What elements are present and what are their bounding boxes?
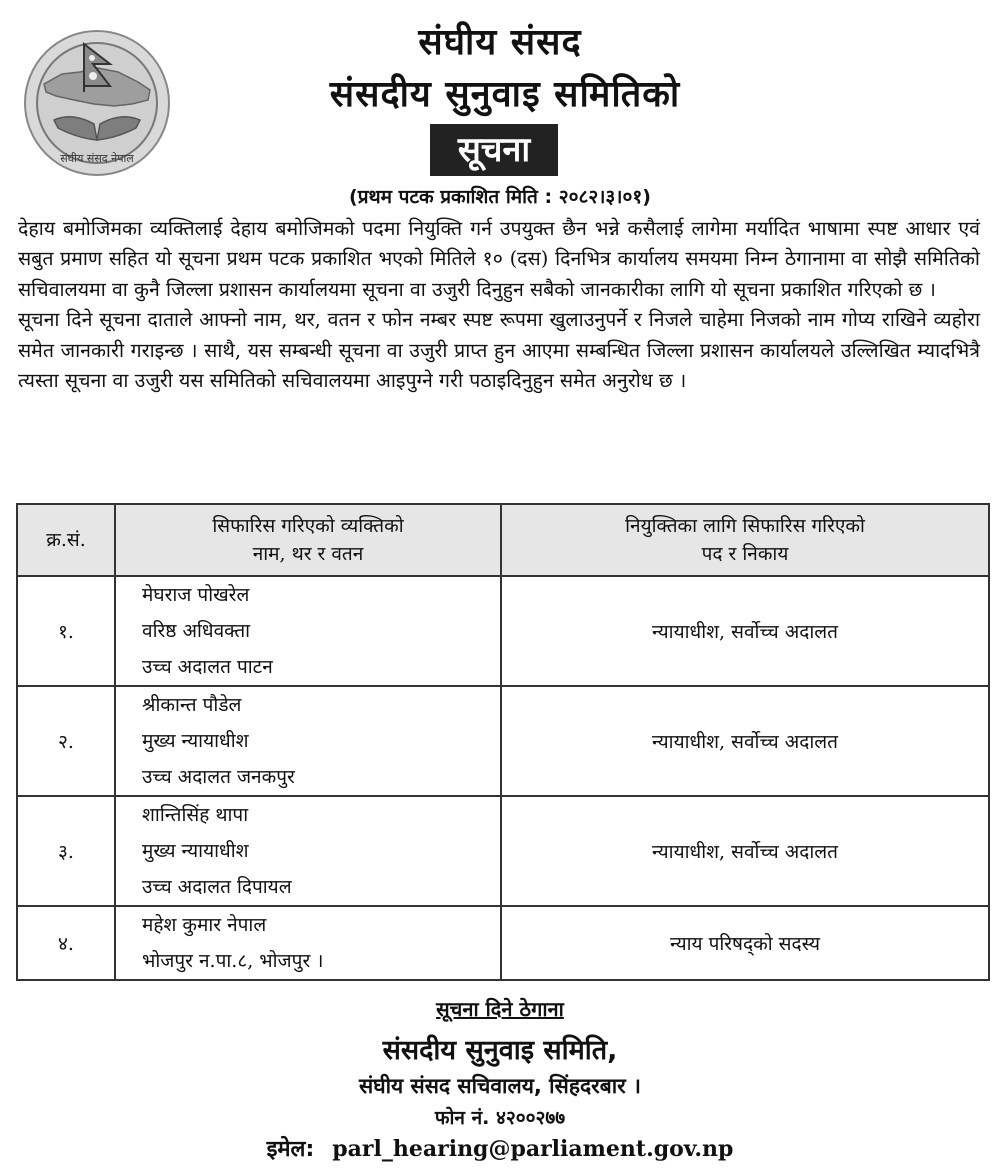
row-post: न्यायाधीश, सर्वोच्च अदालत bbox=[501, 686, 989, 796]
committee-name: संसदीय सुनुवाइ समिति, bbox=[382, 1035, 618, 1066]
row-post: न्याय परिषद्को सदस्य bbox=[501, 906, 989, 980]
publish-date: (प्रथम पटक प्रकाशित मिति : २०८२।३।०१) bbox=[349, 186, 651, 208]
logo-caption: संघीय संसद नेपाल bbox=[60, 152, 134, 165]
table-row bbox=[17, 796, 989, 906]
paragraph-2: सूचना दिने सूचना दाताले आफ्नो नाम, थर, वतन र फोन नम्बर स्पष्ट रूपमा खुलाउनुपर्ने र निजले चाहेमा निजको नाम गोप्य राखिने व्यहोरा समेत जानकारी गराइन्छ । साथै, यस सम्बन्धी सूचना वा उजुरी प्राप्त हुन आएमा सम्बन्धित जिल्ला प्रशासन कार्यालयले उल्लिखित म्यादभित्रै त्यस्ता सूचना वा उजुरी यस समितिको सचिवालयमा आइपुग्ने गरी पठाइदिनुहुन समेत अनुरोध छ । bbox=[18, 308, 981, 393]
row-sn: १. bbox=[17, 576, 115, 686]
notice-label: सूचना bbox=[430, 124, 558, 176]
secretariat-address: संघीय संसद सचिवालय, सिंहदरबार । bbox=[359, 1074, 641, 1098]
header-name: सिफारिस गरिएको व्यक्तिको नाम, थर र वतन bbox=[115, 504, 501, 576]
row-person: मेघराज पोखरेल वरिष्ठ अधिवक्ता उच्च अदालत पाटन bbox=[115, 576, 501, 686]
notice-body bbox=[18, 214, 980, 396]
phone-number: फोन नं. ४२००२७७ bbox=[434, 1107, 566, 1129]
row-post: न्यायाधीश, सर्वोच्च अदालत bbox=[501, 796, 989, 906]
header-sn: क्र.सं. bbox=[17, 504, 115, 576]
address-heading: सूचना दिने ठेगाना bbox=[436, 997, 564, 1021]
row-post: न्यायाधीश, सर्वोच्च अदालत bbox=[501, 576, 989, 686]
row-person: महेश कुमार नेपाल भोजपुर न.पा.८, भोजपुर । bbox=[115, 906, 501, 980]
row-sn: ३. bbox=[17, 796, 115, 906]
row-sn: २. bbox=[17, 686, 115, 796]
page-title-line1: संघीय संसद bbox=[418, 22, 582, 63]
email-address[interactable]: parl_hearing@parliament.gov.np bbox=[332, 1136, 734, 1162]
table-row bbox=[17, 686, 989, 796]
email-label: इमेल: bbox=[266, 1137, 315, 1162]
paragraph-1: देहाय बमोजिमका व्यक्तिलाई देहाय बमोजिमको पदमा नियुक्ति गर्न उपयुक्त छैन भन्ने कसैलाई लागेमा मर्यादित भाषामा स्पष्ट आधार एवं सबुत प्रमाण सहित यो सूचना प्रथम पटक प्रकाशित भएको मितिले १० (दस) दिनभित्र कार्यालय समयमा निम्न ठेगानामा वा सोझै समितिको सचिवालयमा वा कुनै जिल्ला प्रशासन कार्यालयमा सूचना वा उजुरी दिनुहुन सबैको जानकारीका लागि यो सूचना प्रकाशित गरिएको छ । bbox=[18, 217, 980, 301]
page-title-line2: संसदीय सुनुवाइ समितिको bbox=[329, 74, 681, 115]
table-header-row bbox=[17, 504, 989, 576]
recommendation-table bbox=[16, 503, 990, 981]
table-row bbox=[17, 906, 989, 980]
header-post: नियुक्तिका लागि सिफारिस गरिएको पद र निकाय bbox=[501, 504, 989, 576]
row-sn: ४. bbox=[17, 906, 115, 980]
row-person: शान्तिसिंह थापा मुख्य न्यायाधीश उच्च अदालत दिपायल bbox=[115, 796, 501, 906]
row-person: श्रीकान्त पौडेल मुख्य न्यायाधीश उच्च अदालत जनकपुर bbox=[115, 686, 501, 796]
email-line bbox=[0, 1133, 1000, 1163]
table-row bbox=[17, 576, 989, 686]
